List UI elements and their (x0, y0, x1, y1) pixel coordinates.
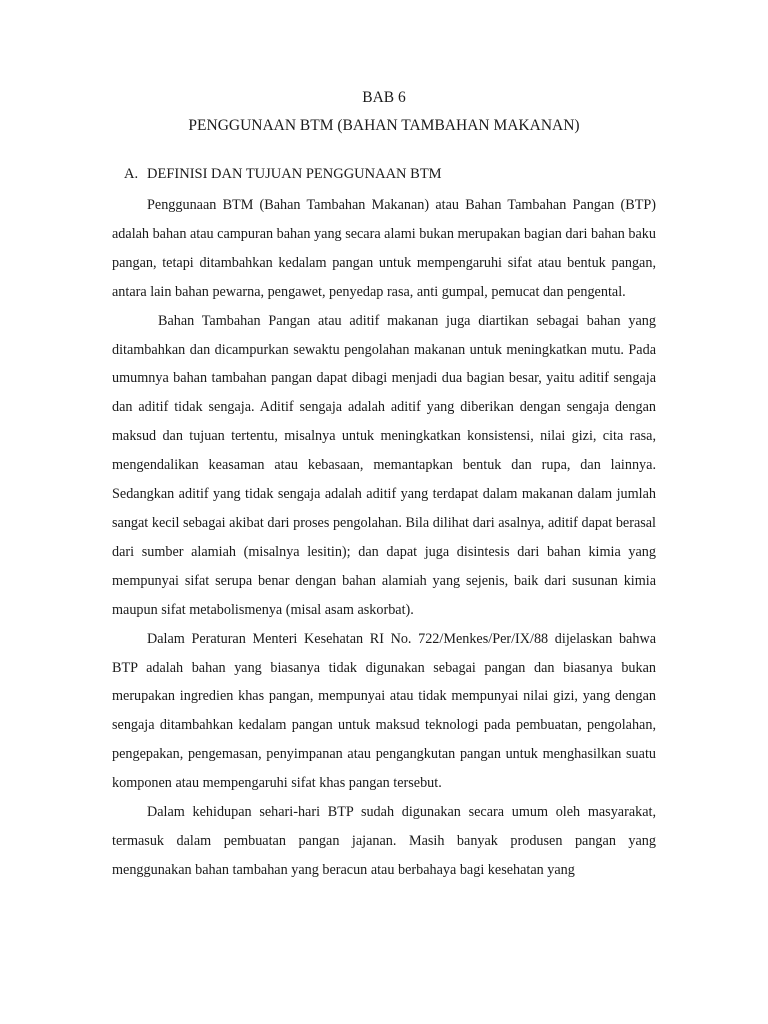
paragraph-kehidupan: Dalam kehidupan sehari-hari BTP sudah digunakan secara umum oleh masyarakat, termasuk dalam pembuatan pangan jajanan. Masih banyak produsen pangan yang menggunakan bahan tambahan yang beracun atau berbahaya bagi kesehatan yang (112, 804, 656, 878)
document-page (112, 84, 656, 885)
paragraph-aditif: Bahan Tambahan Pangan atau aditif makanan juga diartikan sebagai bahan yang ditambahkan dan dicampurkan sewaktu pengolahan makanan untuk meningkatkan mutu. Pada umumnya bahan tambahan pangan dapat dibagi menjadi dua bagian besar, yaitu aditif sengaja dan aditif tidak sengaja. Aditif sengaja adalah aditif yang diberikan dengan sengaja dengan maksud dan tujuan tertentu, misalnya untuk meningkatkan konsistensi, nilai gizi, cita rasa, mengendalikan keasaman atau kebasaan, memantapkan bentuk dan rupa, dan lainnya. Sedangkan aditif yang tidak sengaja adalah aditif yang terdapat dalam makanan dalam jumlah sangat kecil sebagai akibat dari proses pengolahan. Bila dilihat dari asalnya, aditif dapat berasal dari sumber alamiah (misalnya lesitin); dan dapat juga disintesis dari bahan kimia yang mempunyai sifat serupa benar dengan bahan alamiah yang sejenis, baik dari susunan kimia maupun sifat metabolismenya (misal asam askorbat). (112, 312, 656, 618)
section-heading (124, 160, 656, 188)
section-title: DEFINISI DAN TUJUAN PENGGUNAAN BTM (147, 166, 442, 182)
paragraph-peraturan: Dalam Peraturan Menteri Kesehatan RI No. 722/Menkes/Per/IX/88 dijelaskan bahwa BTP adalah bahan yang biasanya tidak digunakan sebagai pangan dan biasanya bukan merupakan ingredien khas pangan, mempunyai atau tidak mempunyai nilai gizi, yang dengan sengaja ditambahkan kedalam pangan untuk maksud teknologi pada pembuatan, pengolahan, pengepakan, pengemasan, penyimpanan atau pengangkutan pangan untuk menghasilkan suatu komponen atau mempengaruhi sifat khas pangan tersebut. (112, 630, 656, 792)
chapter-title: PENGGUNAAN BTM (BAHAN TAMBAHAN MAKANAN) (188, 117, 580, 134)
section-number: A. (124, 166, 139, 182)
paragraph-definition: Penggunaan BTM (Bahan Tambahan Makanan) atau Bahan Tambahan Pangan (BTP) adalah bahan atau campuran bahan yang secara alami bukan merupakan bagian dari bahan baku pangan, tetapi ditambahkan kedalam pangan untuk mempengaruhi sifat atau bentuk pangan, antara lain bahan pewarna, pengawet, penyedap rasa, anti gumpal, pemucat dan pengental. (112, 197, 656, 300)
chapter-label: BAB 6 (362, 89, 406, 106)
